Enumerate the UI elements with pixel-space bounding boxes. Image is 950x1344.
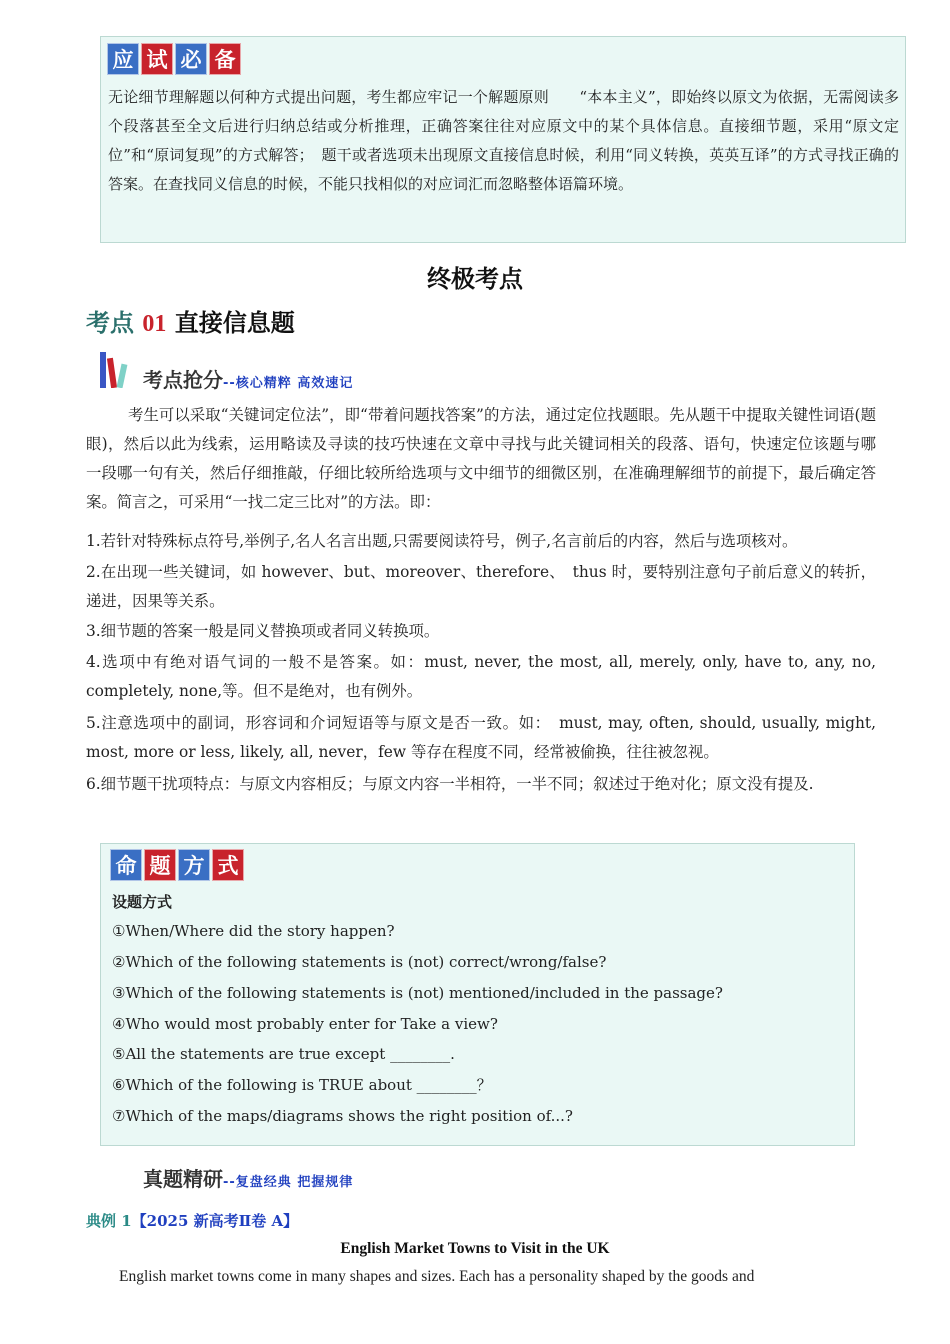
badge-ying: 应 [107, 43, 139, 75]
question-item-6: ⑥Which of the following is TRUE about ________？ [112, 1076, 492, 1094]
point-3: 3.细节题的答案一般是同义替换项或者同义转换项。 [86, 622, 440, 640]
page-title: 终极考点 [427, 265, 523, 293]
point-5: 5.注意选项中的副词，形容词和介词短语等与原文是否一致。如： must, may, often, should, usually, might, most, more or less, likely, all, never，few 等存在程度不同，经常被偷换，往往被忽视。 [86, 714, 876, 761]
section-title: 直接信息题 [174, 309, 295, 337]
scoring-intro: 考生可以采取“关键词定位法”，即“带着问题找答案”的方法，通过定位找题眼。先从题干中提取关键性词语(题眼)，然后以此为线索，运用略读及寻读的技巧快速在文章中寻找与此关键词相关的段落、语句，快速定位该题与哪一段哪一句有关，然后仔细推敲，仔细比较所给选项与文中细节的细微区别，在准确理解细节的前提下，最后确定答案。简言之，可采用“一找二定三比对”的方法。即： [86, 406, 876, 511]
badge-shi2: 式 [212, 849, 244, 881]
passage-title: English Market Towns to Visit in the UK [340, 1240, 610, 1257]
badge-fang: 方 [178, 849, 210, 881]
research-tag: --复盘经典 把握规律 [223, 1175, 354, 1190]
section-prefix: 考点 [86, 309, 134, 337]
badge-ti: 题 [144, 849, 176, 881]
example-label: 典例 1 [86, 1212, 132, 1230]
example-heading [86, 1210, 298, 1231]
question-item-7: ⑦Which of the maps/diagrams shows the right position of...? [112, 1107, 573, 1125]
question-item-3: ③Which of the following statements is (not) mentioned/included in the passage? [112, 984, 723, 1002]
badge-ming: 命 [110, 849, 142, 881]
scoring-heading [143, 364, 353, 393]
point-2: 2.在出现一些关键词，如 however、but、moreover、therefore、 thus 时，要特别注意句子前后意义的转折，递进，因果等关系。 [86, 563, 876, 610]
badge-shi: 试 [141, 43, 173, 75]
question-badges [110, 849, 244, 881]
research-heading [143, 1163, 353, 1192]
passage-first-line: English market towns come in many shapes and sizes. Each has a personality shaped by the goods and [119, 1268, 755, 1285]
question-item-5: ⑤All the statements are true except ________. [112, 1045, 455, 1063]
question-label: 设题方式 [112, 893, 173, 911]
question-item-2: ②Which of the following statements is (not) correct/wrong/false? [112, 953, 607, 971]
scoring-tag: --核心精粹 高效速记 [223, 376, 354, 391]
tips-box [100, 36, 906, 243]
point-1: 1.若针对特殊标点符号,举例子,名人名言出题,只需要阅读符号，例子,名言前后的内容，然后与选项核对。 [86, 532, 798, 550]
point-4: 4.选项中有绝对语气词的一般不是答案。如：must, never, the most, all, merely, only, have to, any, no, completely, none,等。但不是绝对，也有例外。 [86, 653, 876, 700]
question-item-4: ④Who would most probably enter for Take a view? [112, 1015, 498, 1033]
badge-bi: 必 [175, 43, 207, 75]
section-number: 01 [142, 311, 167, 337]
point-6: 6.细节题干扰项特点：与原文内容相反；与原文内容一半相符，一半不同；叙述过于绝对化；原文没有提及. [86, 775, 814, 793]
question-item-1: ①When/Where did the story happen? [112, 922, 395, 940]
research-title: 真题精研 [143, 1167, 223, 1191]
scoring-title: 考点抢分 [143, 368, 223, 392]
badge-bei: 备 [209, 43, 241, 75]
section-heading [86, 306, 295, 341]
tips-badges [107, 43, 241, 75]
tips-text: 无论细节理解题以何种方式提出问题，考生都应牢记一个解题原则 “本本主义”，即始终以原文为依据，无需阅读多个段落甚至全文后进行归纳总结或分析推理，正确答案往往对应原文中的某个具体信息。直接细节题，采用“原文定位”和“原词复现”的方式解答； 题干或者选项未出现原文直接信息时候，利用“同义转换，英英互译”的方式寻找正确的答案。在查找同义信息的时候，不能只找相似的对应词汇而忽略整体语篇环境。 [108, 88, 899, 193]
books-icon [100, 352, 130, 388]
example-source: 【2025 新高考Ⅱ卷 A】 [131, 1212, 299, 1230]
